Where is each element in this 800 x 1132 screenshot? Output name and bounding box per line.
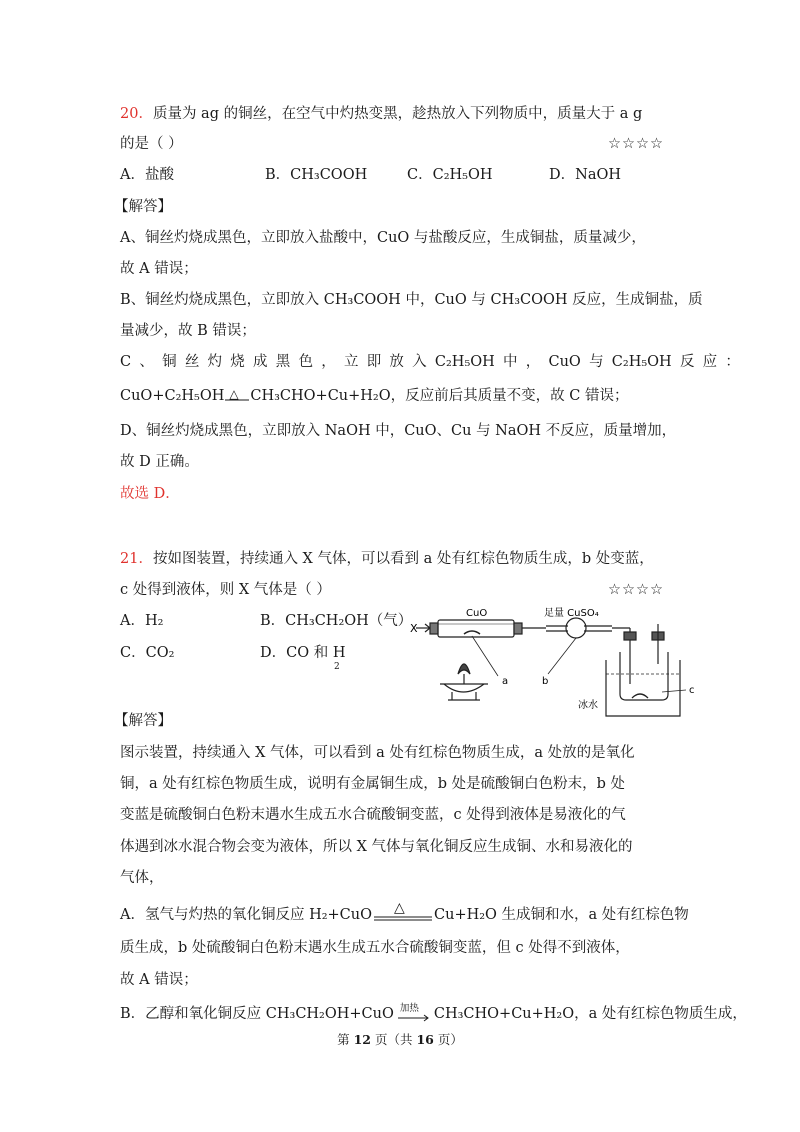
q21-option-a: A．H₂ <box>120 613 164 629</box>
q20-stem-line1 <box>120 104 642 124</box>
q21-equation-b-left: B．乙醇和氧化铜反应 CH₃CH₂OH+CuO <box>120 1006 394 1022</box>
q21-answer-line2: 铜，a 处有红棕色物质生成，说明有金属铜生成，b 处是硫酸铜白色粉末，b 处 <box>120 776 626 792</box>
q21-answer-a-line1 <box>120 900 689 926</box>
q20-option-b: B．CH₃COOH <box>265 167 368 183</box>
q21-answer-line4: 体遇到冰水混合物会变为液体，所以 X 气体与氧化铜反应生成铜、水和易液化的 <box>120 839 633 855</box>
q21-option-b: B．CH₃CH₂OH（气） <box>260 613 413 629</box>
heat-arrow-icon: △ <box>394 900 405 916</box>
cuo-sample <box>464 631 480 634</box>
label-cuso4: 足量 CuSO₄ <box>544 608 599 619</box>
q20-number: 20． <box>120 106 153 122</box>
q20-answer-b-line1: B、铜丝灼烧成黑色，立即放入 CH₃COOH 中，CuO 与 CH₃COOH 反应，生成铜盐，质 <box>120 292 703 308</box>
q21-number: 21． <box>120 551 153 567</box>
q21-option-d-subscript: 2 <box>334 662 340 672</box>
label-c: c <box>689 685 695 696</box>
q21-answer-line3: 变蓝是硫酸铜白色粉末遇水生成五水合硫酸铜变蓝，c 处得到液体是易液化的气 <box>120 807 626 823</box>
q20-difficulty-stars: ☆☆☆☆ <box>608 136 664 152</box>
q20-answer-a-line2: 故 A 错误； <box>120 261 198 277</box>
right-stopper <box>514 623 522 634</box>
q21-option-d: D．CO 和 H <box>260 645 346 661</box>
q20-equation-left: CuO+C₂H₅OH <box>120 388 225 404</box>
q20-answer-a-line1: A、铜丝灼烧成黑色，立即放入盐酸中，CuO 与盐酸反应，生成铜盐，质量减少， <box>120 230 646 246</box>
left-stopper <box>430 623 438 634</box>
collection-bottle <box>620 652 668 700</box>
q21-answer-line5: 气体， <box>120 870 164 886</box>
q21-option-c: C．CO₂ <box>120 645 175 661</box>
apparatus-diagram <box>408 604 698 722</box>
label-cuo: CuO <box>466 608 488 619</box>
q21-equation-b-right: CH₃CHO+Cu+H₂O，a 处有红棕色物质生成， <box>433 1006 747 1022</box>
heat-arrow-icon: △ <box>229 387 239 401</box>
combustion-tube <box>438 620 514 637</box>
heating-arrow-icon: 加热 <box>394 1004 434 1024</box>
q20-answer-c-line2 <box>120 386 628 406</box>
cuso4-bulb <box>566 618 586 638</box>
label-x: X <box>410 622 418 635</box>
ice-water-beaker <box>606 660 680 716</box>
q21-stem-text: 按如图装置，持续通入 X 气体，可以看到 a 处有红棕色物质生成，b 处变蓝， <box>152 551 654 567</box>
q21-answer-line1: 图示装置，持续通入 X 气体，可以看到 a 处有红棕色物质生成，a 处放的是氧化 <box>120 745 635 761</box>
q20-option-a: A．盐酸 <box>120 167 174 183</box>
flame-icon <box>458 664 470 674</box>
q20-stem-line2: 的是（ ） <box>120 136 183 152</box>
q20-answer-c-line1: C 、 铜 丝 灼 烧 成 黑 色 ， 立 即 放 入 C₂H₅OH 中 ， CuO 与 C₂H₅OH 反 应 ： <box>120 354 740 370</box>
page-footer: 第 12 页（共 16 页） <box>337 1032 463 1047</box>
current-page: 12 <box>353 1032 372 1047</box>
q21-stem-line2: c 处得到液体，则 X 气体是（ ） <box>120 582 331 598</box>
q21-equation-a-right: Cu+H₂O 生成铜和水，a 处有红棕色物 <box>434 907 689 923</box>
q21-answer-a-line2: 质生成，b 处硫酸铜白色粉末遇水生成五水合硫酸铜变蓝，但 c 处得不到液体， <box>120 940 630 956</box>
q21-answer-b-line1 <box>120 1004 747 1024</box>
label-b: b <box>542 676 549 687</box>
q20-stem-text: 质量为 ag 的铜丝，在空气中灼热变黑，趁热放入下列物质中，质量大于 a g <box>152 106 643 122</box>
q20-answer-b-line2: 量减少，故 B 错误； <box>120 323 256 339</box>
q21-answer-header: 【解答】 <box>114 713 172 729</box>
q20-conclusion: 故选 D． <box>120 486 180 502</box>
q21-stem-line1 <box>120 549 654 569</box>
q20-answer-header: 【解答】 <box>114 199 172 215</box>
burner-stand <box>444 684 484 692</box>
q20-equation-right: CH₃CHO+Cu+H₂O，反应前后其质量不变，故 C 错误； <box>250 388 629 404</box>
q21-equation-a-left: A．氢气与灼热的氧化铜反应 H₂+CuO <box>120 907 373 923</box>
q20-answer-d-line2: 故 D 正确。 <box>120 454 199 470</box>
label-ice-water: 冰水 <box>578 700 598 711</box>
q20-option-c: C．C₂H₅OH <box>407 167 493 183</box>
label-a: a <box>502 676 509 687</box>
q21-answer-a-line3: 故 A 错误； <box>120 972 198 988</box>
q21-difficulty-stars: ☆☆☆☆ <box>608 582 664 598</box>
q20-answer-d-line1: D、铜丝灼烧成黑色，立即放入 NaOH 中，CuO、Cu 与 NaOH 不反应，质量增加， <box>120 423 677 439</box>
total-pages: 16 <box>416 1032 434 1047</box>
q20-option-d: D．NaOH <box>549 167 622 183</box>
